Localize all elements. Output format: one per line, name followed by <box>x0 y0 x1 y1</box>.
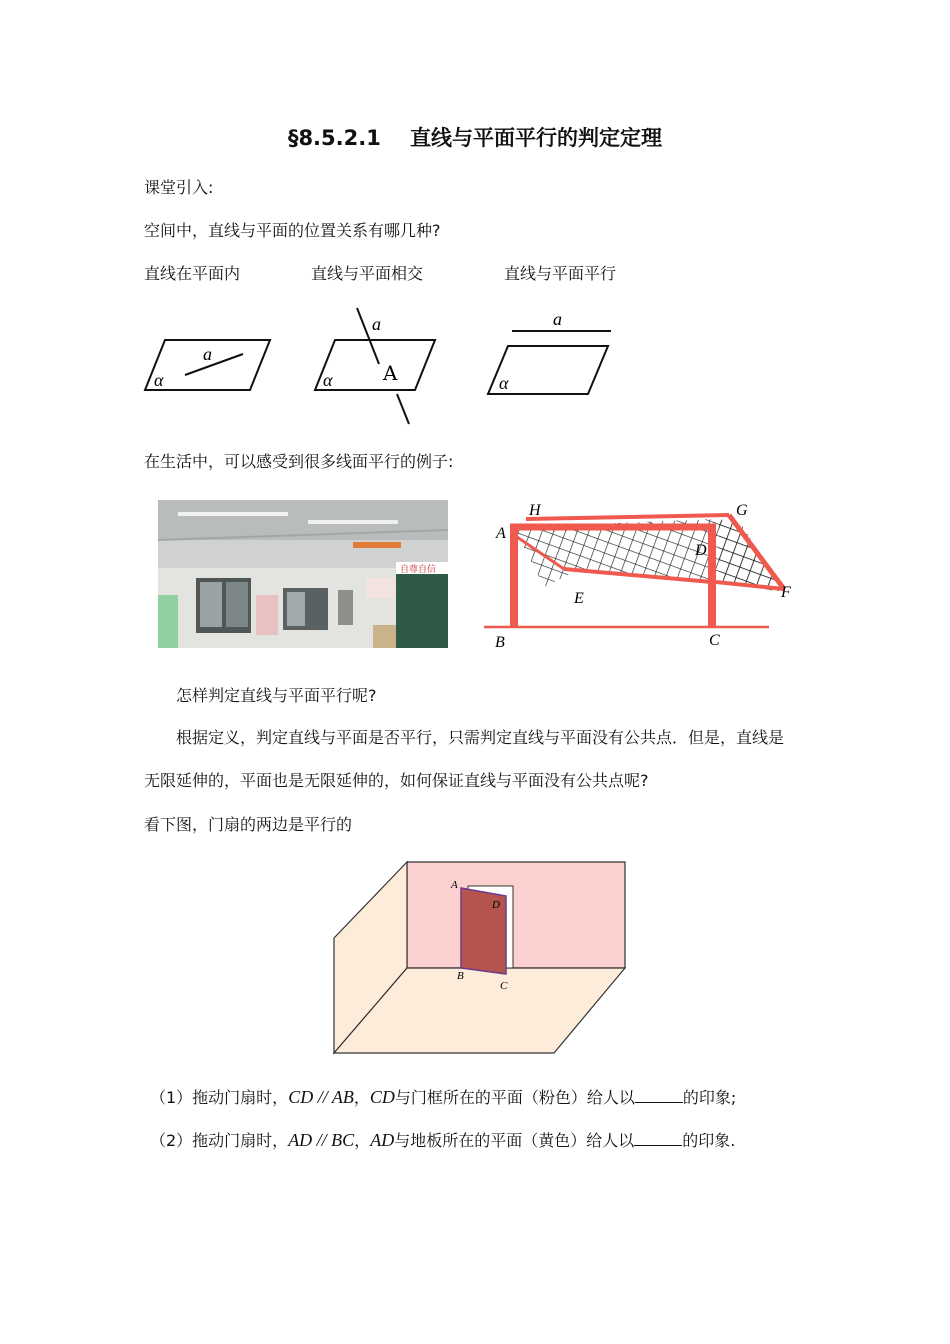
paragraph-line1: 根据定义，判定直线与平面是否平行，只需判定直线与平面没有公共点．但是，直线是 <box>176 728 785 747</box>
q2-rest: 与地板所在的平面（黄色）给人以 <box>394 1131 635 1150</box>
relation-parallel: 直线与平面平行 <box>504 264 617 283</box>
goal-net-figure <box>484 497 794 653</box>
label-a: a <box>372 314 381 334</box>
goal-label-E: E <box>574 590 584 607</box>
question-how: 怎样判定直线与平面平行呢? <box>176 686 377 705</box>
line-a-lower <box>397 394 409 424</box>
q1-separator: ， <box>353 1088 370 1107</box>
relation-in-plane: 直线在平面内 <box>144 264 241 283</box>
line-parallel-figure <box>485 305 620 400</box>
goal-label-A: A <box>496 525 506 542</box>
q1-blank[interactable] <box>635 1088 683 1103</box>
label-alpha: α <box>323 370 333 390</box>
q2-separator: ， <box>354 1131 371 1150</box>
look-text: 看下图，门扇的两边是平行的 <box>144 815 353 834</box>
label-point-A: A <box>383 361 398 385</box>
q2-math-line: AD <box>370 1130 395 1150</box>
q1-prefix: （1）拖动门扇时， <box>150 1088 289 1107</box>
label-alpha: α <box>154 370 164 390</box>
door-room-figure <box>330 858 630 1058</box>
goal-label-D: D <box>695 542 707 559</box>
q1-math-parallel: CD // AB <box>288 1087 354 1107</box>
q1-rest: 与门框所在的平面（粉色）给人以 <box>394 1088 635 1107</box>
door-label-D: D <box>492 899 500 911</box>
classroom-photo <box>158 500 448 648</box>
wall-plane <box>407 862 625 968</box>
q2-prefix: （2）拖动门扇时， <box>150 1131 289 1150</box>
question-relations: 空间中，直线与平面的位置关系有哪几种? <box>144 221 441 240</box>
q2-end: 的印象. <box>682 1131 736 1150</box>
relation-intersect: 直线与平面相交 <box>311 264 424 283</box>
goal-label-G: G <box>736 502 748 519</box>
label-alpha: α <box>499 373 509 393</box>
door-label-C: C <box>500 980 508 992</box>
q1-end: 的印象; <box>682 1088 737 1107</box>
plane-parallelogram <box>315 340 435 390</box>
page-title: §8.5.2.1 直线与平面平行的判定定理 <box>287 126 663 150</box>
question-1 <box>150 1087 736 1108</box>
intro-label: 课堂引入: <box>144 178 214 197</box>
goal-label-H: H <box>529 502 541 519</box>
label-a: a <box>553 309 562 329</box>
question-2 <box>150 1130 735 1151</box>
classroom-sign: 自尊自信 <box>400 565 437 575</box>
paragraph-line2: 无限延伸的，平面也是无限延伸的，如何保证直线与平面没有公共点呢? <box>144 771 649 790</box>
life-examples-text: 在生活中，可以感受到很多线面平行的例子: <box>144 452 454 471</box>
goal-label-B: B <box>495 634 505 651</box>
net-side <box>719 519 784 592</box>
goal-label-F: F <box>781 584 791 601</box>
goal-label-C: C <box>709 632 720 649</box>
line-a <box>185 354 243 375</box>
q2-blank[interactable] <box>634 1131 682 1146</box>
line-in-plane-figure <box>140 330 280 400</box>
label-a: a <box>203 344 212 364</box>
q1-math-line: CD <box>369 1087 395 1107</box>
line-intersect-figure <box>305 302 445 427</box>
q2-math-parallel: AD // BC <box>288 1130 355 1150</box>
door-label-B: B <box>457 970 464 982</box>
back-top-bar <box>526 515 729 519</box>
door-label-A: A <box>451 879 458 891</box>
